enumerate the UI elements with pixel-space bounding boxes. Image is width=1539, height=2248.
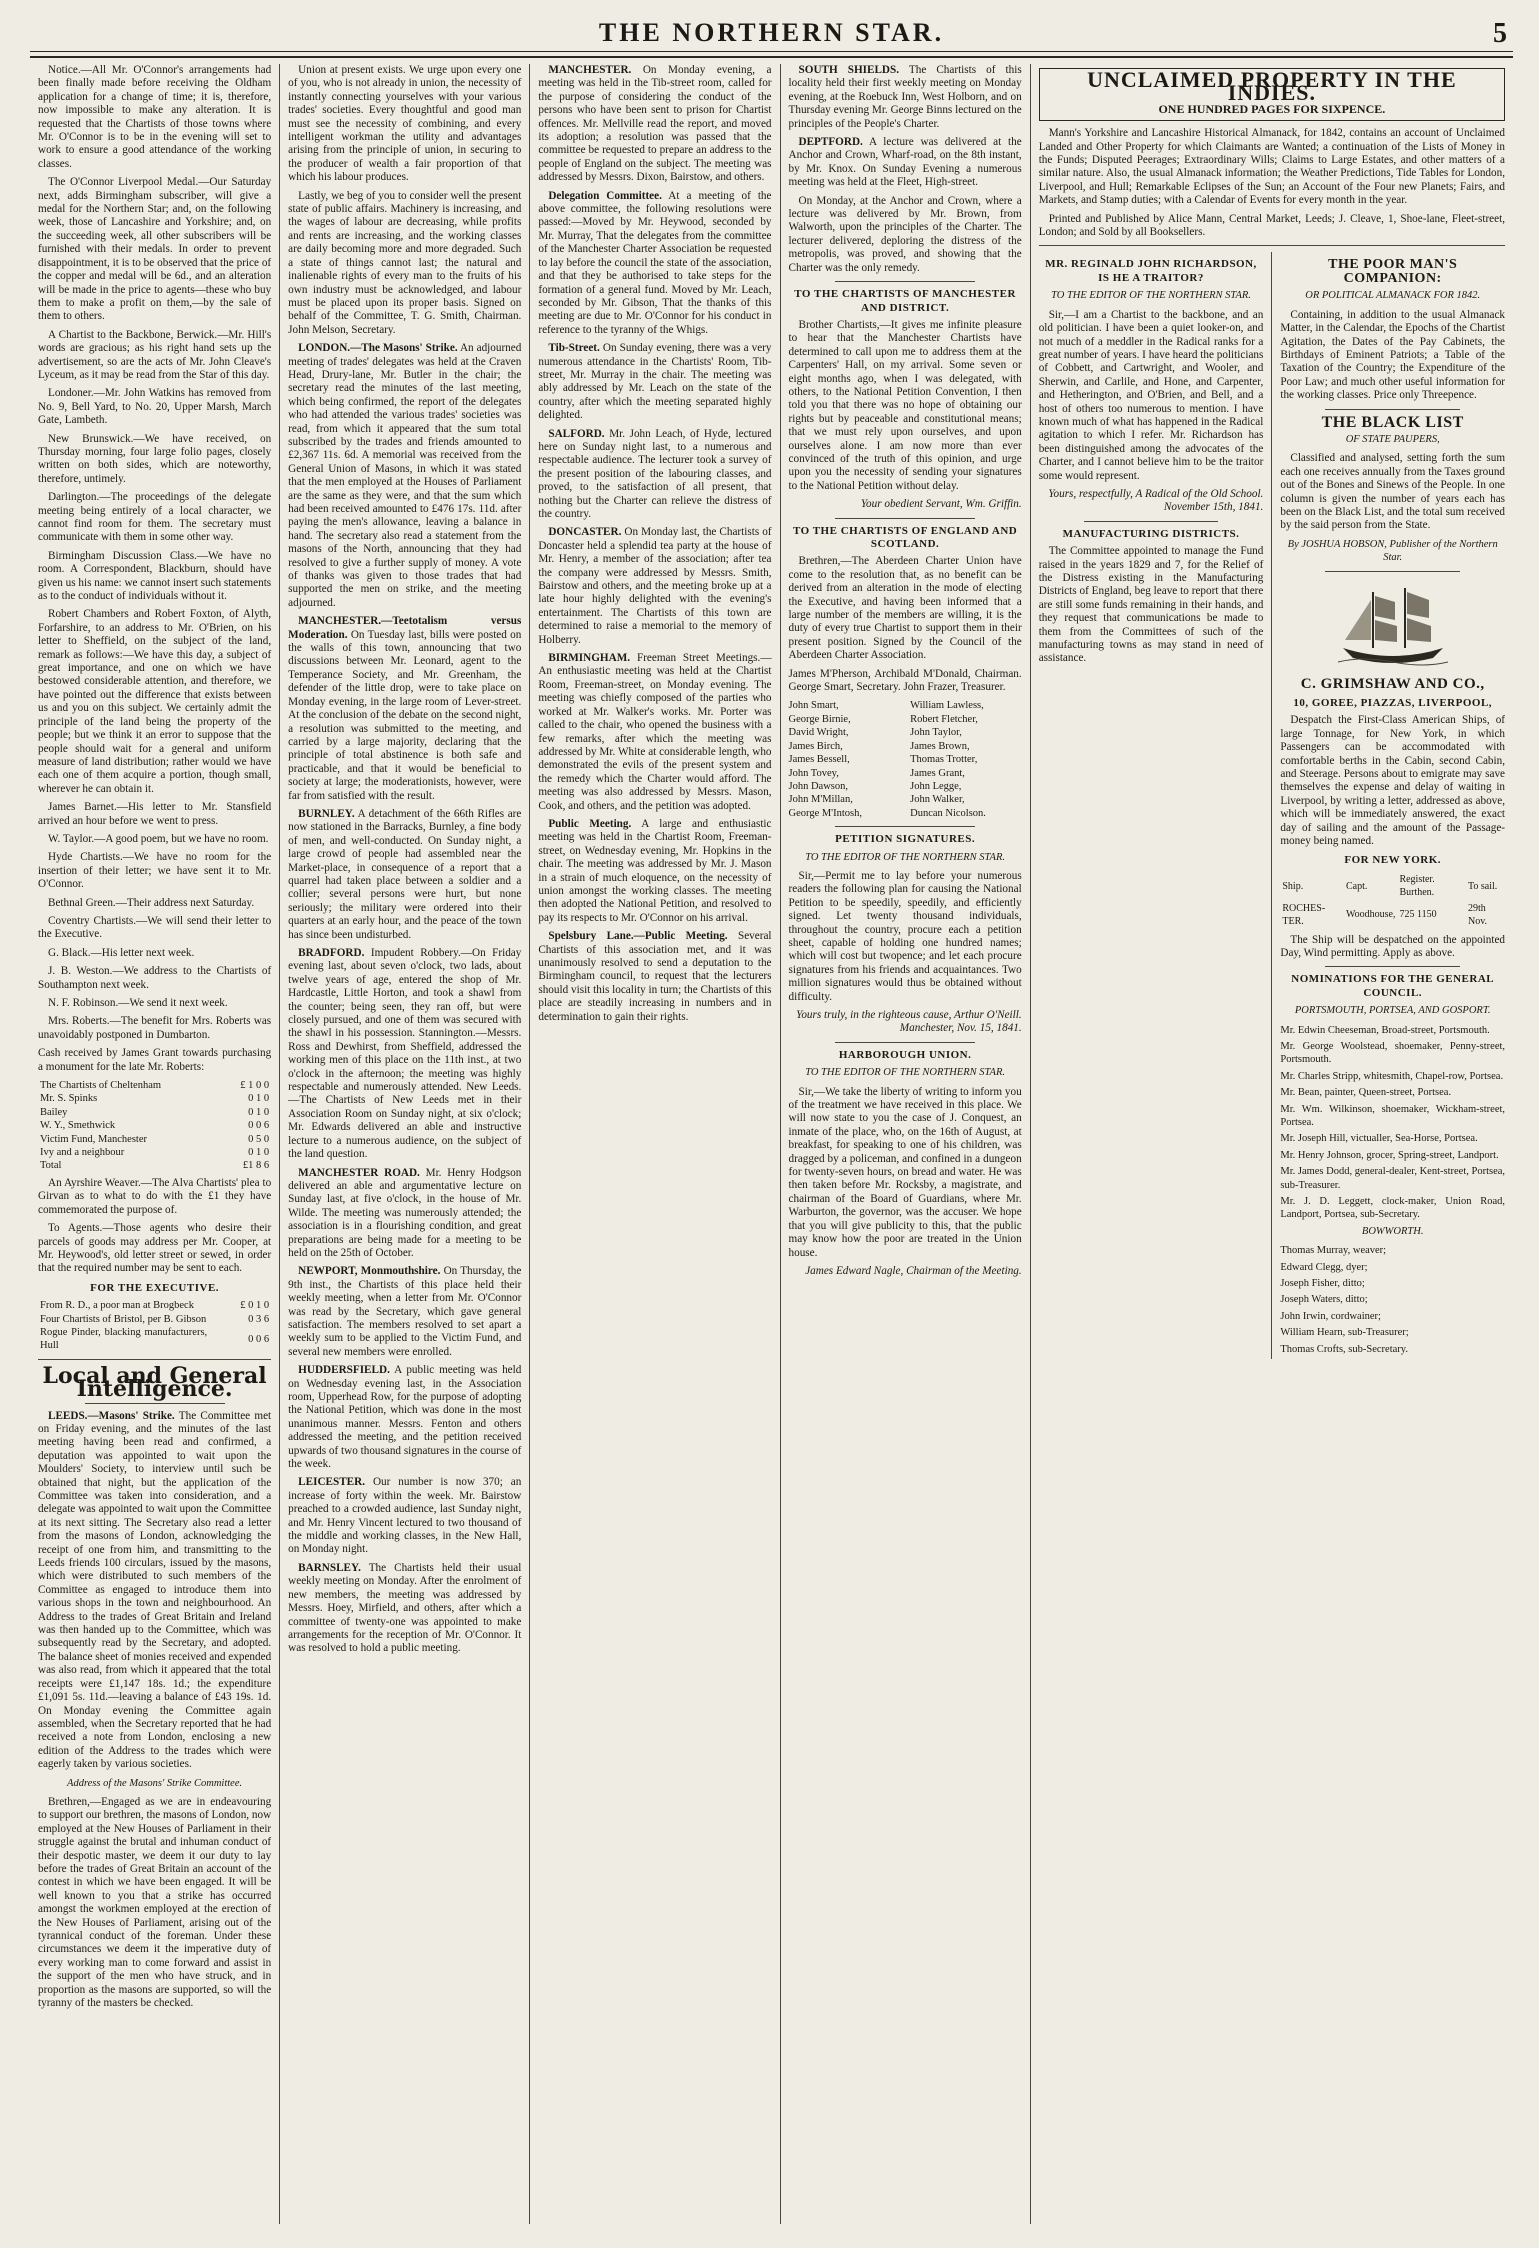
list-item: John Dawson, — [788, 780, 849, 792]
article-title: LONDON.—The Masons' Strike. — [298, 342, 458, 355]
article-title: BARNSLEY. — [298, 1561, 361, 1574]
correspondent-note: N. F. Robinson.—We send it next week. — [48, 997, 228, 1009]
sailing-ship-icon — [1333, 580, 1453, 670]
list-item: Mr. Wm. Wilkinson, shoemaker, Wickham-street, Portsea. — [1280, 1103, 1506, 1128]
right-subcolumn — [1271, 252, 1505, 1359]
sub-name: Mr. S. Spinks — [40, 1093, 98, 1105]
signers-right — [910, 699, 1022, 820]
unclaimed-subtitle: ONE HUNDRED PAGES FOR SIXPENCE. — [1158, 101, 1386, 116]
column-4 — [781, 64, 1031, 2224]
advert-body: Despatch the First-Class American Ships, of large Tonnage, for New York, in which Passengers can be accommodated with comfortable berths in the Cabin, second Cabin, and Steerage. Persons about to emigrate may save themselves the expense and delay of waiting in Liverpool, by writing a letter, addressed as above, which will be immediately answered, the exact day of sailing and the amount of the Passage-money being named. — [1280, 714, 1506, 848]
unclaimed-property-banner — [1039, 68, 1505, 121]
black-list-author: By JOSHUA HOBSON, Publisher of the Northern Star. — [1287, 538, 1498, 564]
advert-publisher: Printed and Published by Alice Mann, Central Market, Leeds; J. Cleave, 1, Shoe-lane, Fleet-street, London; and Sold by all Booksellers. — [1038, 212, 1506, 239]
list-item: Thomas Murray, weaver; — [1280, 1245, 1387, 1257]
correspondent-note: To Agents.—Those agents who desire their parcels of goods may address per Mr. Cooper, at Mr. Heywood's, old letter street or sewed, in order that the required number may be sent to each. — [38, 1222, 272, 1275]
correspondent-note: Mrs. Roberts.—The benefit for Mrs. Roberts was unavoidably postponed in Dumbarton. — [38, 1015, 272, 1041]
article-title: MANCHESTER.—Teetotalism versus Moderation. — [288, 615, 522, 641]
article-title: BRADFORD. — [298, 947, 365, 959]
address-heading: Address of the Masons' Strike Committee. — [67, 1777, 243, 1789]
exec-name: Rogue Pinder, blacking manufacturers, Hull — [40, 1326, 208, 1352]
list-item: John Taylor, — [910, 727, 962, 739]
correspondent-note: Darlington.—The proceedings of the delegate meeting being entirely of a local character, we cannot find room for them. The secretary must communicate with them in some other way. — [38, 491, 272, 544]
article-title: LEICESTER. — [298, 1476, 366, 1489]
letter-body: Sir,—Permit me to lay before your numerous readers the following plan for causing the National Petition to be speedily, speedily, and efficiently signed. Let twenty thousand individuals, throughout the country, procure each a petition sheet, capable of holding one hundred names; which will cost but twopence; and let each procure signatures from his friends and acquaintances. Two million signatures would thus be obtained without difficulty. — [788, 869, 1022, 1003]
list-item: James Grant, — [910, 767, 965, 779]
poor-man-heading: THE POOR MAN'S COMPANION: — [1328, 257, 1458, 286]
sub-name: Bailey — [40, 1106, 68, 1118]
correspondent-note: Londoner.—Mr. John Watkins has removed from No. 9, Bell Yard, to No. 20, Upper Marsh, March Gate, Lambeth. — [38, 387, 272, 427]
article-title: Spelsbury Lane.—Public Meeting. — [548, 930, 728, 943]
list-item: Joseph Waters, ditto; — [1280, 1294, 1368, 1306]
advert-body: The Committee appointed to manage the Fund raised in the years 1829 and 7, for the Relief of the Distress existing in the Manufacturing Districts of England, beg leave to report that there are still some funds remaining in their hands, and they request that communications be made to them from the Committees of such of the manufacturing towns as may stand in need of assistance. — [1038, 545, 1264, 665]
divider — [1039, 245, 1505, 246]
list-item: William Hearn, sub-Treasurer; — [1280, 1327, 1409, 1339]
column-1 — [30, 64, 280, 2224]
executive-table — [38, 1299, 271, 1353]
correspondent-note: James Barnet.—His letter to Mr. Stansfield arrived an hour before we went to press. — [38, 801, 272, 827]
table-row — [38, 1092, 271, 1105]
list-item: George M'Intosh, — [788, 807, 862, 819]
signers-list — [789, 699, 1022, 820]
article-body: Impudent Robbery.—On Friday evening last, about seven o'clock, two lads, about twelve years of age, entered the shop of Mr. Hardcastle, Little Horton, and took a shawl from the counter; being seen, they ran off, but were closely pursued, and one of them was secured with the shawl in his possession. Stannington.—Messrs. Ross and Dewhirst, from Sheffield, addressed the working men of this place on the 11th inst., at two o'clock in the afternoon; the meeting was highly respectable and numerously attended. New Leeds.—The Chartists of New Leeds met in their Association Room on Sunday night, at six o'clock; Mr. Edwards delivered an able and instructive lecture to a numerous audience, on the subject of the land question. — [288, 947, 522, 1161]
sub-amount: £1 8 6 — [242, 1160, 270, 1172]
table-row — [38, 1159, 271, 1172]
article-body: A lecture was delivered at the Anchor and Crown, Wharf-road, on the 8th instant, by Mr. Knox. On Sunday Evening a numerous meeting was held at the Fleet, High-street. — [788, 136, 1022, 189]
letter-body: Brethren,—The Aberdeen Charter Union have come to the resolution that, as no benefit can be derived from an alteration in the mode of electing the Executive, and having been informed that a large number of the members are willing, it is the duty of every true Chartist to support them in their present position. Signed by the Council of the Aberdeen Charter Association. — [788, 555, 1022, 662]
correspondent-note: W. Taylor.—A good poem, but we have no room. — [48, 832, 269, 845]
table-row — [38, 1106, 271, 1119]
divider — [1325, 409, 1460, 410]
list-item: Mr. Bean, painter, Queen-street, Portsea. — [1280, 1087, 1452, 1099]
sub-amount: 0 0 6 — [248, 1120, 270, 1132]
article-body: Lastly, we beg of you to consider well the present state of public affairs. Machinery is increasing, and the wages of labour are decreasing, while profits and rents are increasing, and the working classes are daily becoming more and more degraded. Such a state of things cannot last; the natural and inalienable rights of every man to the fruits of his own industry must be acknowledged, and labour must be placed upon its proper basis. Signed on behalf of the Committee, T. G. Smith, Chairman. John Melson, Secretary. — [288, 189, 522, 336]
columns — [30, 64, 1513, 2224]
list-item: William Lawless, — [910, 700, 984, 712]
list-item: John Smart, — [788, 700, 839, 712]
masthead-rule — [30, 51, 1513, 52]
table-row — [1280, 901, 1505, 930]
sub-amount: 0 1 0 — [248, 1093, 270, 1105]
list-item: Mr. Charles Stripp, whitesmith, Chapel-row, Portsea. — [1280, 1070, 1504, 1082]
shipping-company-name: C. GRIMSHAW AND CO., — [1300, 675, 1485, 692]
list-item: John Legge, — [910, 780, 962, 792]
sub-amount: £ 1 0 0 — [240, 1080, 270, 1092]
article-title: MANCHESTER. — [548, 64, 632, 76]
correspondent-note: Robert Chambers and Robert Foxton, of Alyth, Forfarshire, to an address to Mr. O'Brien, on his letter to Sheffield, on the subject of the land, remark as follows:—We have this day, a subject of great importance, and one on which we have bestowed considerable attention, and therefore, we have pointed out the difference that exists between us and you on this subject. We certainly admit the principle of the land being the property of the people; but we think it an error to suppose that the people should wait for a general and uniform measure of land distribution; rather would we have each one of them acquire a portion, though small, wherever he can obtain it. — [38, 608, 272, 795]
new-york-heading: FOR NEW YORK. — [1344, 854, 1442, 867]
column-2 — [280, 64, 530, 2224]
list-item: Thomas Crofts, sub-Secretary. — [1280, 1343, 1408, 1355]
article-body: A detachment of the 66th Rifles are now stationed in the Barracks, Burnley, a fine body of men, and well-conducted. On Sunday night, a large crowd of people had assembled near the Market-place, in consequence of a report that a quarrel had taken place between a soldier and a collier; several persons were hurt, but none seriously; the military were ordered into their quarters at an early hour, and the peace of the town has since been undisturbed. — [288, 807, 522, 941]
masthead-title: THE NORTHERN STAR. — [598, 18, 945, 47]
divider — [1084, 521, 1219, 522]
letter-signature: Your obedient Servant, Wm. Griffin. — [860, 498, 1022, 511]
list-item: Mr. James Dodd, general-dealer, Kent-street, Portsea, sub-Treasurer. — [1280, 1166, 1506, 1191]
divider — [835, 826, 975, 827]
left-subcolumn — [1039, 252, 1264, 1359]
table-row — [38, 1326, 271, 1353]
list-item: David Wright, — [788, 727, 849, 739]
article-body: On Monday, at the Anchor and Crown, where a lecture was delivered by Mr. Brown, from Walworth, upon the principles of the Charter. The lecturer delivered, deploring the distress of the metropolis, was proved, and showing that the Charter was the only remedy. — [788, 194, 1022, 274]
article-title: Tib-Street. — [548, 342, 600, 355]
divider — [835, 1042, 975, 1043]
article-body: The Chartists of this locality held their first weekly meeting on Monday evening, at the Roebuck Inn, West Holborn, and on Thursday evening Mr. George Binns lectured on the principles of the People's Charter. — [788, 64, 1022, 130]
sailing-table — [1280, 872, 1505, 930]
section-heading-local: Local and General Intelligence. — [42, 1362, 267, 1403]
article-body: A public meeting was held on Wednesday evening last, in the Association room, Upperhead Row, for the purpose of adopting the National Petition, which was done in the most unanimous manner. Messrs. Fenton and others addressed the meeting, and the petition received upwards of two thousand signatures in the course of the week. — [288, 1364, 522, 1471]
divider — [1325, 571, 1460, 572]
list-item: Mr. George Woolstead, shoemaker, Penny-street, Portsmouth. — [1280, 1040, 1506, 1066]
executive-heading: FOR THE EXECUTIVE. — [90, 1281, 220, 1294]
article-title: BURNLEY. — [298, 807, 355, 820]
nominations-subheading: PORTSMOUTH, PORTSEA, AND GOSPORT. — [1294, 1005, 1491, 1017]
article-title: DEPTFORD. — [798, 136, 863, 149]
list-item: James Bessell, — [788, 754, 850, 766]
article-body: On Thursday, the 9th inst., the Chartists of this place held their weekly meeting, when a letter from Mr. O'Connor was read by the Secretary, which gave general satisfaction. The members resolved to set apart a weekly sum to be applied to the Victim Fund, and several new members were enrolled. — [288, 1265, 522, 1358]
article-body: Union at present exists. We urge upon every one of you, who is not already in union, the necessity of instantly connecting yourselves with your various trades' societies. Every thoughtful and good man must see the necessity of combining, and every intelligent workman the utility and advantages arising from the principle of union, in securing to the producer of wealth a fair proportion of that which his labour produces. — [288, 64, 522, 184]
column-header: Capt. — [1345, 880, 1368, 892]
table-cell: 29th Nov. — [1467, 902, 1488, 928]
nominations-subheading: BOWWORTH. — [1361, 1225, 1424, 1237]
table-cell: 725 1150 — [1399, 909, 1437, 921]
article-body: The Committee met on Friday evening, and the minutes of the last meeting having been read and confirmed, a deputation was appointed to wait upon the Moulders' Society, to interview until such be obtained that night, but the application of the Committee was taken into consideration, and a delegate was appointed to wait upon the Committee at its next sitting. The Secretary also read a letter from the masons of London, acknowledging the receipt of one from him, and transmitting to the Leeds friends 100 circulars, issued by the masons, which were distributed to such members of the Committee as engaged to introduce them into various shops in the town and neighbourhood. An Address to the trades of Great Britain and Ireland was then handed up to the Committee, which was subsequently read by the Secretary, and adopted. The balance sheet of monies received and expended was also read, from which it appeared that the total receipts were £1,147 18s. 1d.; the expenditure £1,091 5s. 11d.—leaving a balance of £43 19s. 1d. On Monday evening the Committee again assembled, when the Secretary reported that he had received a note from London, enclosing a new edition of the Address to the trades which were eagerly taken by various societies. — [38, 1409, 272, 1771]
letter-heading: PETITION SIGNATURES. — [835, 833, 976, 846]
article-body: On Sunday evening, there was a very numerous attendance in the Chartists' Room, Tib-street, Mr. Murray in the chair. The meeting was ably addressed by Mr. Leach on the state of the country, after which the meeting separated highly delighted. — [538, 342, 772, 422]
table-header-row — [1280, 872, 1505, 901]
letter-signature: James Edward Nagle, Chairman of the Meeting. — [805, 1264, 1022, 1277]
table-row — [38, 1079, 271, 1092]
sub-amount: 0 1 0 — [248, 1106, 270, 1118]
black-list-heading: THE BLACK LIST — [1321, 413, 1464, 431]
article-body: Mr. John Leach, of Hyde, lectured here on Sunday night last, to a numerous and respectable audience. The lecturer took a survey of the present position of the labouring classes, and proved, to the satisfaction of all present, that nothing but the Charter can relieve the distress of the country. — [538, 427, 772, 520]
exec-amount: 0 3 6 — [248, 1313, 270, 1325]
list-item: Mr. Edwin Cheeseman, Broad-street, Portsmouth. — [1280, 1024, 1490, 1036]
article-body: On Tuesday last, bills were posted on the walls of this town, announcing that two discussions between Mr. Leonard, agent to the Temperance Society, and Mr. Greenham, the defender of the little drop, were to take place on Monday evening, in the large room of Lever-street. At the conclusion of the debate on the second night, a resolution was submitted to the meeting, and carried by a large majority, declaring that the principle of total abstinence is both safe and practicable, and that it would be beneficial to society at large; the moderationists, however, were far from satisfied with the result. — [288, 628, 522, 802]
two-column-block — [1039, 252, 1505, 1359]
subscription-intro: Cash received by James Grant towards purchasing a monument for the late Mr. Roberts: — [38, 1047, 272, 1073]
article-title: Public Meeting. — [548, 817, 632, 830]
notice-paragraph: Notice.—All Mr. O'Connor's arrangements had been finally made before receiving the Oldham application for a change of time; it is, therefore, now impossible to make any alteration. It is requested that the Chartists of those towns where Mr. O'Connor is to be in the evening will set to work to ensure a good attendance of the working classes. — [38, 64, 272, 170]
list-item: John Irwin, cordwainer; — [1280, 1310, 1381, 1322]
correspondent-note: Bethnal Green.—Their address next Saturday. — [48, 896, 255, 909]
manufacturing-heading: MANUFACTURING DISTRICTS. — [1062, 527, 1240, 540]
advert-note: The Ship will be despatched on the appointed Day, Wind permitting. Apply as above. — [1280, 933, 1506, 959]
list-item: John Tovey, — [788, 767, 839, 779]
correspondent-note: A Chartist to the Backbone, Berwick.—Mr. Hill's words are gracious; as his right hand sets up the advertisement, so are the acts of Mr. John Cleave's Lyceum, as it may be read from the Star of this day. — [38, 328, 272, 381]
letter-subheading: TO THE EDITOR OF THE NORTHERN STAR. — [805, 851, 1005, 863]
article-body: The Chartists held their usual weekly meeting on Monday. After the enrolment of new members, the meeting was addressed by Messrs. Hoey, Mirfield, and others, after which a committee of twenty-one was appointed to make arrangements for the reception of Mr. O'Connor. It was resolved to hold a public meeting. — [288, 1561, 522, 1655]
sub-name: Victim Fund, Manchester — [40, 1133, 147, 1145]
list-item: Joseph Fisher, ditto; — [1280, 1278, 1365, 1290]
divider — [85, 1403, 225, 1404]
divider — [38, 1359, 271, 1360]
article-title: LEEDS.—Masons' Strike. — [48, 1409, 175, 1422]
medal-paragraph: The O'Connor Liverpool Medal.—Our Saturday next, adds Birmingham subscriber, will give a medal for the Northern Star; and, on the following week, those of Lancashire and Yorkshire; and, on the succeeding week, all other subscribers will be furnished with their medals. In order to prevent disappointment, it is to be observed that the price of the copper and medal will be 6d., and an alteration will be made in the price to agents—these who buy them to make a profit on them,—by the sale of them to others. — [38, 176, 272, 323]
article-title: HUDDERSFIELD. — [298, 1364, 390, 1377]
masthead — [30, 14, 1513, 58]
column-3 — [530, 64, 780, 2224]
table-cell: Woodhouse, — [1345, 909, 1396, 921]
list-item: Duncan Nicolson. — [910, 807, 986, 819]
letter-signature: Yours truly, in the righteous cause, Arthur O'Neill. Manchester, Nov. 15, 1841. — [796, 1009, 1022, 1035]
advert-body: Classified and analysed, setting forth the sum each one receives annually from the Taxes ground out of the Bones and Sinews of the People. In one column is given the number of years each has been on the Black List, and the total sum received by the said person from the State. — [1280, 452, 1506, 532]
nominations-heading: NOMINATIONS FOR THE GENERAL COUNCIL. — [1291, 973, 1495, 999]
article-body: At a meeting of the above committee, the following resolutions were passed:—Moved by Mr. Heywood, seconded by Mr. Murray, That the delegates from the committee of the Manchester Charter Association be requested to lay before the council the state of the association, and that they be authorised to take steps for the formation of a general fund. Moved by Mr. Leach, seconded by Mr. Gibson, That the thanks of this meeting are due to Mr. O'Connor for his conduct in reference to the tyranny of the Whigs. — [538, 189, 772, 336]
correspondent-note: An Ayrshire Weaver.—The Alva Chartists' plea to Girvan as to what to do with the £1 they have commemorated the purpose of. — [38, 1176, 272, 1216]
table-row — [38, 1313, 271, 1326]
column-5-advertisements — [1031, 64, 1513, 2224]
article-body: A large and enthusiastic meeting was held in the Chartist Room, Freeman-street, on Wednesday evening, Mr. Hopkins in the chair. The meeting was addressed by Mr. J. Mason in a strain of much eloquence, on the necessity of union amongst the working classes. The meeting then adopted the National Petition, and resolved to pay its respects to Mr. O'Connor on his arrival. — [538, 817, 772, 924]
sub-amount: 0 5 0 — [248, 1133, 270, 1145]
subscription-table — [38, 1079, 271, 1173]
correspondent-note: Birmingham Discussion Class.—We have no room. A Correspondent, Blackburn, should have given us his name: we cannot insert such statements as to the conduct of individuals without it. — [38, 549, 272, 603]
list-item: Mr. J. D. Leggett, clock-maker, Union Road, Landport, Portsea, sub-Secretary. — [1280, 1196, 1506, 1221]
divider — [835, 281, 975, 282]
letter-signature: Yours, respectfully, A Radical of the Old School. November 15th, 1841. — [1048, 487, 1264, 514]
list-item: James Brown, — [910, 740, 970, 752]
exec-amount: 0 0 6 — [248, 1333, 270, 1345]
correspondent-note: J. B. Weston.—We address to the Chartists of Southampton next week. — [38, 965, 272, 991]
article-body: Several Chartists of this association met, and it was unanimously resolved to send a deputation to the Birmingham council, to request that the lecturers should visit this locality in turn; the Chartists of this place are steadily increasing in numbers and in determination to gain their rights. — [538, 930, 772, 1023]
poor-man-subheading: OR POLITICAL ALMANACK FOR 1842. — [1305, 290, 1481, 302]
divider — [835, 518, 975, 519]
list-item: Edward Clegg, dyer; — [1280, 1261, 1368, 1273]
letter-heading: MR. REGINALD JOHN RICHARDSON, IS HE A TRAITOR? — [1045, 258, 1257, 284]
column-header: Register. Burthen. — [1399, 873, 1435, 899]
sub-name: Total — [40, 1160, 62, 1172]
correspondent-note: G. Black.—His letter next week. — [48, 946, 195, 959]
list-item: Robert Fletcher, — [910, 713, 978, 725]
sub-name: W. Y., Smethwick — [40, 1120, 116, 1132]
article-title: SALFORD. — [548, 427, 605, 440]
sub-amount: 0 1 0 — [248, 1147, 270, 1159]
article-title: SOUTH SHIELDS. — [798, 64, 900, 76]
correspondent-note: Coventry Chartists.—We will send their letter to the Executive. — [38, 914, 272, 941]
shipping-company-address: 10, GOREE, PIAZZAS, LIVERPOOL, — [1293, 697, 1493, 709]
table-row — [38, 1119, 271, 1132]
divider — [1325, 966, 1460, 967]
letter-subheading: TO THE EDITOR OF THE NORTHERN STAR. — [1051, 290, 1251, 302]
list-item: John M'Millan, — [788, 794, 853, 806]
list-item: James Birch, — [788, 740, 843, 752]
advert-body: Mann's Yorkshire and Lancashire Historical Almanack, for 1842, contains an account of Unclaimed Landed and Other Property for which Claimants are Wanted; a continuation of the Lists of Money in the Funds; Disputed Peerages; Extraordinary Wills; Claims to Large Estates, and other matters of a similar nature. Also, the usual Almanack information; the Weather Predictions, Tide Tables for London, Liverpool, and Hull; Remarkable Eclipses of the Sun; an Account of the Four new Planets; Fairs, and Markets, and Stamp duties; with a Calendar of Events for every month in the year. — [1038, 127, 1506, 207]
correspondent-note: New Brunswick.—We have received, on Thursday morning, four large folio pages, closely written on both sides, which are noteworthy, therefore, untimely. — [38, 432, 272, 485]
advert-body: Containing, in addition to the usual Almanack Matter, in the Calendar, the Epochs of the Chartist Agitation, the Dates of the Pay Cabinets, the Birthdays of Eminent Patriots; a Table of the Taxation of the Country; the Expenditure of the Poor Law; and much other useful information for the working classes. Price only Threepence. — [1280, 308, 1506, 402]
article-body: Mr. Henry Hodgson delivered an able and argumentative lecture on Sunday last, at five o'clock, in the house of Mr. Wilde. The meeting was numerously attended; the association is in a flourishing condition, and great preparations are being made for a meeting to be held on the 25th of October. — [288, 1166, 522, 1259]
exec-name: From R. D., a poor man at Brogbeck — [40, 1300, 194, 1312]
table-row — [38, 1299, 271, 1312]
article-body: On Monday evening, a meeting was held in the Tib-street room, called for the purpose of considering the conduct of the persons who have been sent to prison for Chartist offences. Mr. Mellville read the report, and moved its adoption; a resolution was passed that the committee be requested to prepare an address to the people of England on the subject. The meeting was addressed by Messrs. Dixon, Bairstow, and others. — [538, 64, 772, 184]
article-body: An adjourned meeting of trades' delegates was held at the Craven Head, Drury-lane, Mr. Butler in the chair; the secretary read the minutes of the last meeting, which being confirmed, the report of the delegates who had attended the various trades' societies was read, from which it appeared that the sum total subscribed by the trades and friends amounted to £2,367 11s. 6d. A memorial was received from the General Union of Masons, in which it was stated that the men employed at the Houses of Parliament are the same as they were, and that the sum which had been received amounted to £476 17s. 11d. after paying the men's allowance, leaving a balance in hand. The secretary also read a statement from the masons of the North, announcing that they had resolved to give a further supply of money. A vote of thanks was given to those trades that had supported the men on strike, and the meeting adjourned. — [288, 342, 522, 609]
article-body: Freeman Street Meetings.—An enthusiastic meeting was held at the Chartist Room, Freeman-street, on Monday evening. The meeting was chiefly composed of the parties who worked at Mr. Walker's works. Mr. Porter was called to the chair, who opened the business with a few remarks, after which the meeting was addressed by Mr. White at considerable length, who demonstrated the evils of the present system and the remedy which the Charter would afford. The meeting was also addressed by Messrs. Mason, Cook, and others, and the petition was adopted. — [538, 652, 772, 812]
table-row — [38, 1146, 271, 1159]
list-item: Mr. Henry Johnson, grocer, Spring-street, Landport. — [1280, 1149, 1499, 1161]
list-item: Mr. Joseph Hill, victualler, Sea-Horse, Portsea. — [1280, 1133, 1478, 1145]
unclaimed-title: UNCLAIMED PROPERTY IN THE INDIES. — [1087, 67, 1457, 106]
signers-left — [789, 699, 901, 820]
list-item: Thomas Trotter, — [910, 754, 978, 766]
exec-name: Four Chartists of Bristol, per B. Gibson — [40, 1313, 207, 1325]
sub-name: The Chartists of Cheltenham — [40, 1080, 162, 1092]
black-list-subheading: OF STATE PAUPERS, — [1345, 433, 1440, 445]
column-header: To sail. — [1467, 880, 1498, 892]
exec-amount: £ 0 1 0 — [240, 1300, 270, 1312]
table-row — [38, 1133, 271, 1146]
signers-heading: James M'Pherson, Archibald M'Donald, Chairman. George Smart, Secretary. John Frazer, Treasurer. — [788, 667, 1022, 694]
article-body: Our number is now 370; an increase of forty within the week. Mr. Bairstow preached to a crowded audience, last Sunday night, and Mr. Henry Vincent lectured to two thousand of the middle and working classes, in the New Hall, on Monday night. — [288, 1476, 522, 1556]
page-number: 5 — [1493, 18, 1507, 49]
list-item: John Walker, — [910, 794, 965, 806]
letter-heading: TO THE CHARTISTS OF ENGLAND AND SCOTLAND. — [792, 524, 1018, 550]
article-title: NEWPORT, Monmouthshire. — [298, 1265, 441, 1278]
sub-name: Ivy and a neighbour — [40, 1147, 125, 1159]
article-title: MANCHESTER ROAD. — [298, 1166, 420, 1179]
letter-subheading: TO THE EDITOR OF THE NORTHERN STAR. — [805, 1067, 1005, 1079]
letter-body: Brother Chartists,—It gives me infinite pleasure to hear that the Manchester Chartists have determined to call upon me to address them at the Carpenters' Hall, on my arrival. Some seven or eight months ago, when I was delegated, with others, to the National Petition Convention, I then told you that there was no hope of obtaining our rights but by peaceable and constitutional means; that we must rely upon ourselves, and upon ourselves alone. I am now more than ever convinced of the truth of this opinion, and urge upon you the necessity of sending your signatures to the National Petition without delay. — [788, 318, 1022, 492]
column-header: Ship. — [1282, 880, 1304, 892]
letter-body: Sir,—I am a Chartist to the backbone, and an old politician. I have been a quiet looker-on, and not much of a meddler in the Radical ranks for a great number of years. I have heard the politicians of Cobbett, and Cartwright, and Wooler, and Sherwin, and Carlile, and Hone, and Carpenter, and Hetherington, and O'Brien, and Bell, and a host of others too numerous to mention. I have known much of what has happened in the Radical agitation to which I refer. Mr. Richardson has been distinguished among the advocates of the Charter, and I cannot believe him to be the traitor some would represent. — [1038, 308, 1264, 482]
correspondent-note: Hyde Chartists.—We have no room for the insertion of their letter; we have sent it to Mr. O'Connor. — [38, 851, 272, 891]
article-body: On Monday last, the Chartists of Doncaster held a splendid tea party at the house of Mr. Henry, a member of the association; after tea the company were addressed by Messrs. Smith, Bairstow and others, and the meeting broke up at a late hour highly delighted with the evening's entertainment. The Chartists of this town are determined to raise a memorial to the memory of Holberry. — [538, 526, 772, 646]
table-cell: ROCHES-TER. — [1282, 902, 1326, 928]
letter-heading: HARBOROUGH UNION. — [838, 1048, 972, 1061]
article-title: DONCASTER. — [548, 526, 622, 539]
letter-body: Sir,—We take the liberty of writing to inform you of the treatment we have received in this place. We will now state to you the case of J. Conquest, an inmate of the place, who, on the 16th of August, at breakfast, for speaking to one of his children, was dragged by a policeman, and confined in a dungeon for twenty-seven hours, on bread and water. He was then taken before Mr. Rocksby, a magistrate, and chairman of the Board of Guardians, where Mr. Warburton, the governor, was the accuser. We hope that you will give publicity to this, that the public may know how the poor are treated in the Union house. — [788, 1085, 1022, 1259]
article-title: BIRMINGHAM. — [548, 652, 631, 665]
list-item: George Birnie, — [788, 713, 851, 725]
letter-heading: TO THE CHARTISTS OF MANCHESTER AND DISTRICT. — [794, 288, 1016, 314]
article-body: Brethren,—Engaged as we are in endeavouring to support our brethren, the masons of London, now employed at the New Houses of Parliament in their struggle against the brutal and inhuman conduct of their despotic master, we deem it our duty to lay before the trades of Great Britain an account of the contest in which we have been engaged. It will be well known to you that a strike has occurred amongst the workmen employed at the erection of the New Houses of Parliament, arising out of the tyrannical conduct of the foreman. Under these circumstances we deem it the imperative duty of every working man to come forward and assist in the support of the men who have struck, and in proportion as the masons are supported, so will the tyranny of the masters be checked. — [38, 1795, 272, 2010]
article-title: Delegation Committee. — [548, 189, 662, 202]
